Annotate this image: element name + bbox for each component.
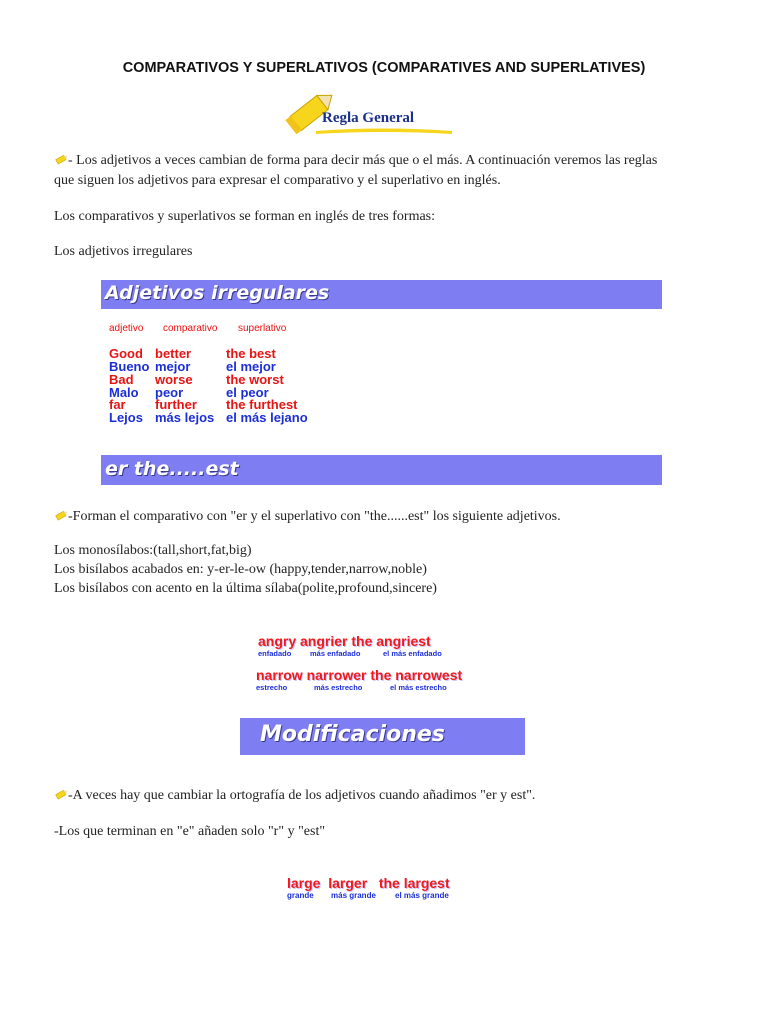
regla-general-graphic — [282, 84, 452, 136]
table-cell: Bad — [109, 372, 134, 387]
table-cell: the worst — [226, 372, 284, 387]
intro-line-2: que siguen los adjetivos para expresar el comparativo y el superlativo en inglés. — [54, 173, 501, 188]
bullet-pencil-icon — [54, 508, 68, 527]
table-cell: Good — [109, 346, 143, 361]
er-est-rule-paragraph — [54, 507, 744, 527]
table-cell: peor — [155, 385, 184, 400]
bisilabos-text-2: Los bisílabos con acento en la última sílaba(polite,profound,sincere) — [54, 581, 437, 596]
example-narrow-main: narrow narrower the narrowest — [256, 667, 463, 683]
table-cell: the furthest — [226, 397, 298, 412]
header-superlativo: superlativo — [238, 323, 287, 334]
example-sub-word: enfadado — [258, 649, 292, 658]
table-cell: Lejos — [109, 410, 143, 425]
table-cell: the best — [226, 346, 276, 361]
example-sub-word: el más enfadado — [383, 649, 442, 658]
table-cell: el mejor — [226, 359, 276, 374]
three-forms-text: Los comparativos y superlativos se forman en inglés de tres formas: — [54, 209, 436, 224]
table-cell: better — [155, 346, 192, 361]
header-adjetivo: adjetivo — [109, 323, 144, 334]
table-cell: mejor — [155, 359, 191, 374]
table-cell: Bueno — [109, 359, 150, 374]
banner-er-est: er the.....est — [101, 455, 662, 485]
table-cell: el más lejano — [226, 410, 308, 425]
table-cell: far — [109, 397, 126, 412]
example-sub-word: el más estrecho — [390, 683, 447, 692]
table-cell: Malo — [109, 385, 139, 400]
example-sub-word: grande — [287, 891, 314, 900]
ortografia-text: -A veces hay que cambiar la ortografía de los adjetivos cuando añadimos "er y est". — [68, 788, 536, 803]
example-angry-main: angry angrier the angriest — [258, 633, 431, 649]
banner-adjetivos-irregulares: Adjetivos irregulares — [101, 280, 662, 309]
header-comparativo: comparativo — [163, 323, 218, 334]
rules-list — [54, 541, 744, 598]
page-title: COMPARATIVOS Y SUPERLATIVOS (COMPARATIVES AND SUPERLATIVES) — [122, 60, 646, 76]
bullet-pencil-icon — [54, 787, 68, 806]
example-sub-word: estrecho — [256, 683, 288, 692]
underline-brush — [314, 126, 454, 136]
banner-modificaciones: Modificaciones — [240, 718, 525, 755]
intro-paragraph — [54, 151, 744, 190]
example-sub-word: más enfadado — [310, 649, 361, 658]
table-cell: further — [155, 397, 197, 412]
regla-general-label: Regla General — [322, 110, 415, 126]
monosilabos-text: Los monosílabos:(tall,short,fat,big) — [54, 543, 252, 558]
example-sub-word: el más grande — [395, 891, 449, 900]
terminan-e-text: -Los que terminan en "e" añaden solo "r" y "est" — [54, 824, 326, 839]
bullet-pencil-icon — [54, 152, 68, 171]
intro-line-1: - Los adjetivos a veces cambian de forma para decir más que o el más. A continuación veremos las reglas — [68, 153, 658, 168]
table-cell: worse — [155, 372, 193, 387]
example-sub-word: más estrecho — [314, 683, 363, 692]
bisilabos-text-1: Los bisílabos acabados en: y-er-le-ow (happy,tender,narrow,noble) — [54, 562, 427, 577]
er-est-rule-text: -Forman el comparativo con "er y el superlativo con "the......est" los siguiente adjetivos. — [68, 509, 561, 524]
ortografia-paragraph — [54, 786, 744, 806]
table-cell: más lejos — [155, 410, 215, 425]
table-cell: el peor — [226, 385, 269, 400]
irregulares-text: Los adjetivos irregulares — [54, 244, 193, 259]
example-large-main: large larger the largest — [287, 875, 450, 891]
example-sub-word: más grande — [331, 891, 376, 900]
